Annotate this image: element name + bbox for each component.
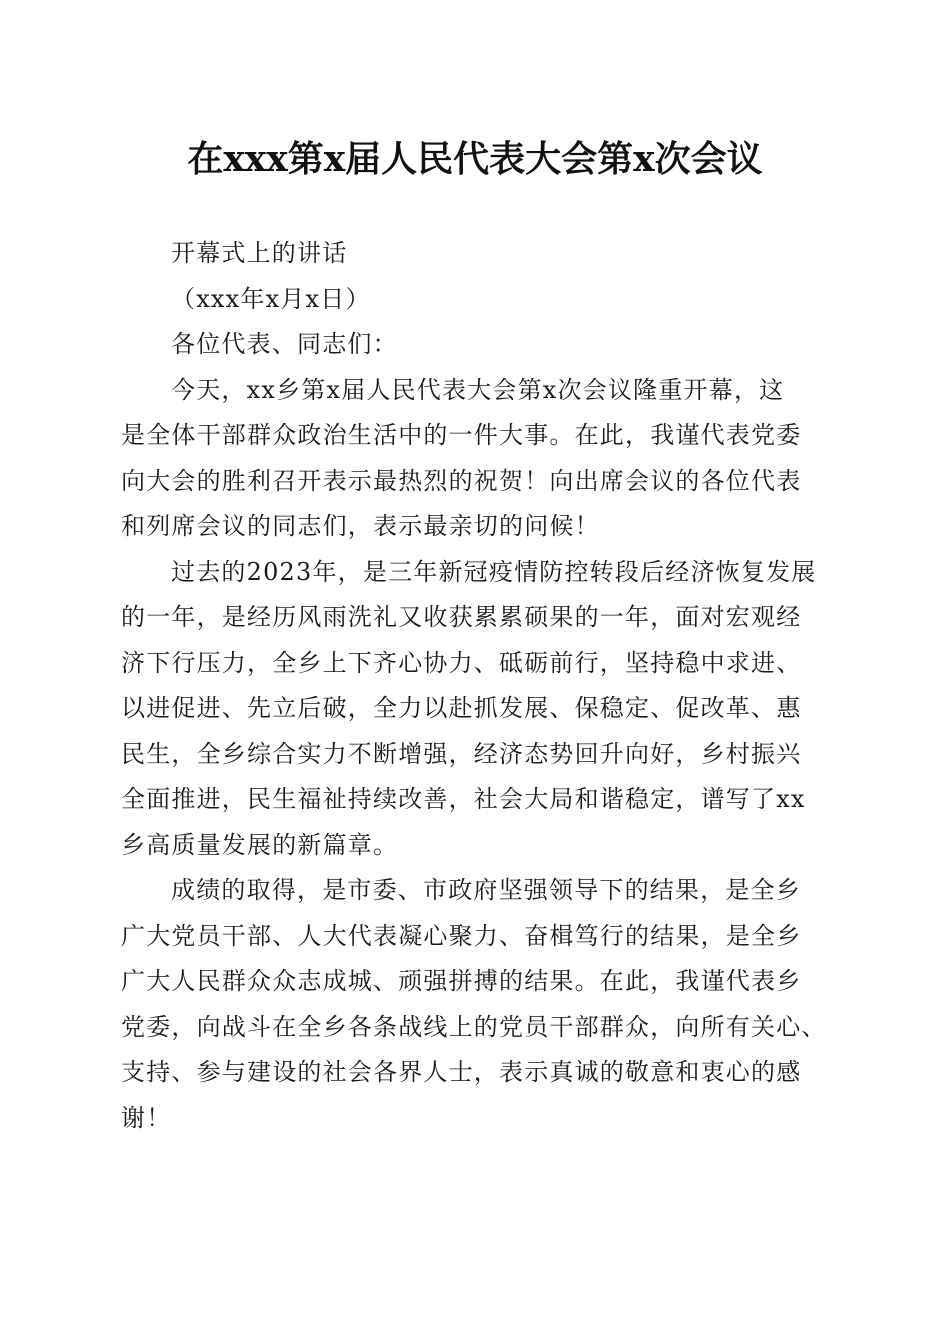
paragraph-line: 的一年，是经历风雨洗礼又收获累累硕果的一年，面对宏观经 [121,603,802,631]
paragraph-line: 全面推进，民生福祉持续改善，社会大局和谐稳定，谱写了xx [121,785,806,813]
paragraph-line: 广大党员干部、人大代表凝心聚力、奋楫笃行的结果，是全乡 [121,921,802,950]
paragraph-line: 济下行压力，全乡上下齐心协力、砥砺前行，坚持稳中求进、 [121,648,802,677]
paragraph-line: 今天，xx乡第x届人民代表大会第x次会议隆重开幕，这 [171,375,785,404]
paragraph-2 [121,550,831,869]
paragraph-3 [121,868,831,1141]
paragraph-line: 以进促进、先立后破，全力以赴抓发展、保稳定、促改革、惠 [121,694,802,722]
paragraph-line: 民生，全乡综合实力不断增强，经济态势回升向好，乡村振兴 [121,739,802,768]
paragraph-line: 党委，向战斗在全乡各条战线上的党员干部群众，向所有关心、 [121,1012,827,1041]
paragraph-line: 谢！ [121,1103,172,1132]
paragraph-line: 是全体干部群众政治生活中的一件大事。在此，我谨代表党委 [121,421,802,449]
paragraph-1 [121,368,831,550]
paragraph-line: 和列席会议的同志们，表示最亲切的问候！ [121,512,600,540]
paragraph-line: 向大会的胜利召开表示最热烈的祝贺！向出席会议的各位代表 [121,466,802,495]
paragraph-line: 成绩的取得，是市委、市政府坚强领导下的结果，是全乡 [171,876,801,904]
paragraph-line: 乡高质量发展的新篇章。 [121,830,399,859]
paragraph-line: 过去的2023年，是三年新冠疫情防控转段后经济恢复发展 [171,557,817,586]
document-title: 在xxx第x届人民代表大会第x次会议 [187,138,763,180]
paragraph-line: 广大人民群众众志成城、顽强拼搏的结果。在此，我谨代表乡 [121,967,802,995]
salutation: 各位代表、同志们： [171,330,398,358]
speech-date: （xxx年x月x日） [171,284,371,313]
document-body [121,231,831,1141]
paragraph-line: 支持、参与建设的社会各界人士，表示真诚的敬意和衷心的感 [121,1058,802,1086]
speech-subtitle: 开幕式上的讲话 [171,239,348,267]
